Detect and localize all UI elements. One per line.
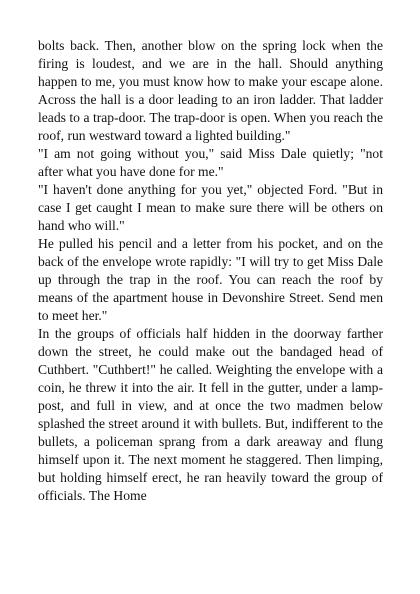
paragraph-2: "I am not going without you," said Miss Dale quietly; "not after what you have done for me."	[38, 146, 383, 179]
paragraph-1: bolts back. Then, another blow on the spring lock when the firing is loudest, and we are in the hall. Should anything happen to me, you must know how to make your escape alone. Across the hall is a door leading to an iron ladder. That ladder leads to a trap-door. The trap-door is open. When you reach the roof, run westward toward a lighted building."	[38, 38, 383, 143]
page-text	[38, 37, 383, 505]
paragraph-4: He pulled his pencil and a letter from his pocket, and on the back of the envelope wrote rapidly: "I will try to get Miss Dale up through the trap in the roof. You can reach the roof by means of the apartment house in Devonshire Street. Send men to meet her."	[38, 236, 383, 323]
paragraph-3: "I haven't done anything for you yet," objected Ford. "But in case I get caught I mean to make sure there will be others on hand who will."	[38, 182, 383, 233]
paragraph-5: In the groups of officials half hidden in the doorway farther down the street, he could make out the bandaged head of Cuthbert. "Cuthbert!" he called. Weighting the envelope with a coin, he threw it into the air. It fell in the gutter, under a lamp-post, and full in view, and at once the two madmen below splashed the street around it with bullets. But, indifferent to the bullets, a policeman sprang from a dark areaway and flung himself upon it. The next moment he staggered. Then limping, but holding himself erect, he ran heavily toward the group of officials. The Home	[38, 326, 383, 503]
